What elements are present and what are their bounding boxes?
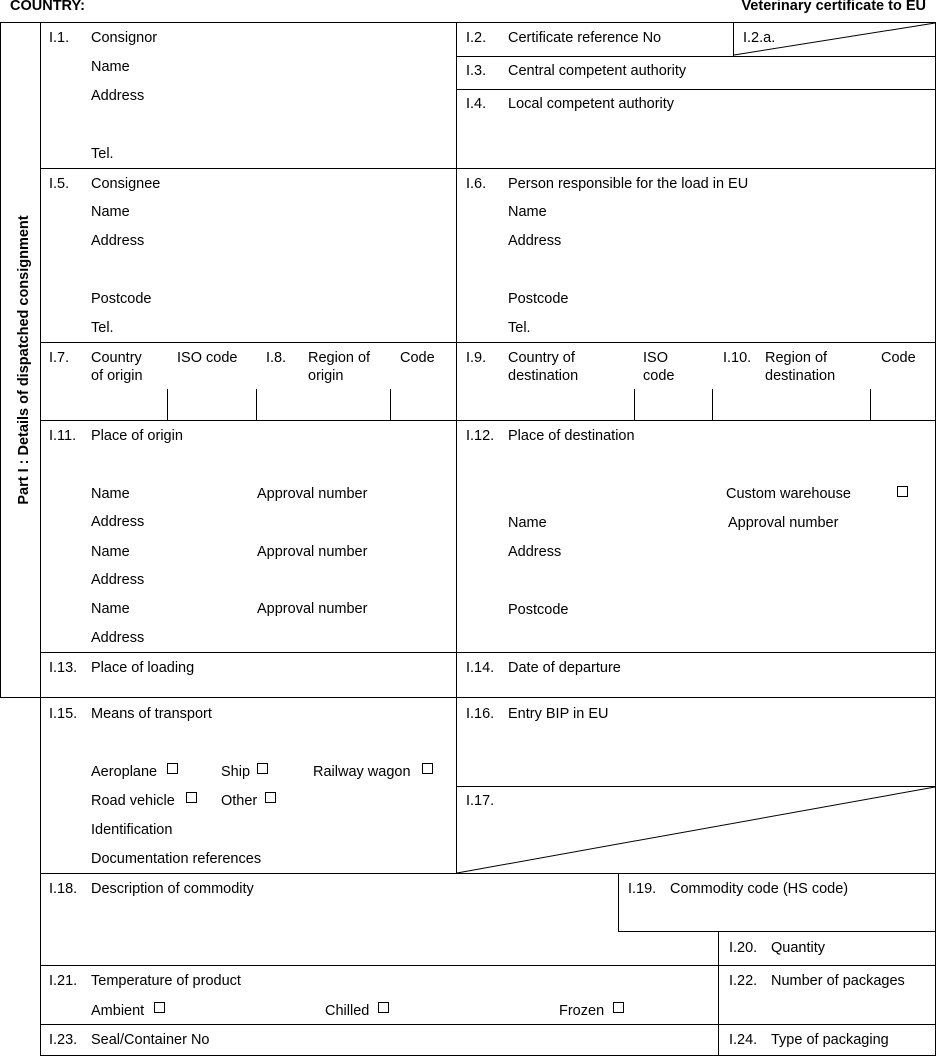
consignee-tel-label: Tel. xyxy=(91,320,114,336)
destination-address-label: Address xyxy=(508,544,562,560)
box-number: I.16. xyxy=(466,706,495,722)
country-of-destination-title-l1: Country of xyxy=(508,350,575,366)
ship-label: Ship xyxy=(221,764,251,780)
origin-name-label: Name xyxy=(91,601,130,617)
frozen-label: Frozen xyxy=(559,1003,605,1019)
origin-region-code-label: Code xyxy=(400,350,435,366)
place-of-destination-title: Place of destination xyxy=(508,428,635,444)
country-label: COUNTRY: xyxy=(10,0,85,14)
consignee-postcode-label: Postcode xyxy=(91,291,152,307)
temperature-of-product-title: Temperature of product xyxy=(91,973,241,989)
region-of-origin-title-l1: Region of xyxy=(308,350,371,366)
description-of-commodity-title: Description of commodity xyxy=(91,881,254,897)
destination-approval-label: Approval number xyxy=(728,515,839,531)
origin-address-label: Address xyxy=(91,630,145,646)
region-of-destination-title-l2: destination xyxy=(765,368,836,384)
box-number: I.15. xyxy=(49,706,78,722)
origin-approval-label: Approval number xyxy=(257,544,368,560)
aeroplane-label: Aeroplane xyxy=(91,764,158,780)
destination-postcode-label: Postcode xyxy=(508,602,569,618)
box-number: I.7. xyxy=(49,350,70,366)
railway-wagon-label: Railway wagon xyxy=(313,764,411,780)
box-number: I.4. xyxy=(466,96,487,112)
responsible-address-label: Address xyxy=(508,233,562,249)
chilled-label: Chilled xyxy=(325,1003,370,1019)
type-of-packaging-title: Type of packaging xyxy=(771,1032,889,1048)
means-of-transport-title: Means of transport xyxy=(91,706,212,722)
box-number: I.8. xyxy=(266,350,287,366)
custom-warehouse-checkbox[interactable] xyxy=(897,486,908,497)
origin-approval-label: Approval number xyxy=(257,601,368,617)
local-authority-title: Local competent authority xyxy=(508,96,675,112)
destination-region-code-label: Code xyxy=(881,350,916,366)
region-of-origin-title-l2: origin xyxy=(308,368,344,384)
country-of-origin-title-l1: Country xyxy=(91,350,142,366)
box-number: I.20. xyxy=(729,940,758,956)
box-number: I.19. xyxy=(628,881,657,897)
road-vehicle-checkbox[interactable] xyxy=(186,792,197,803)
number-of-packages-title: Number of packages xyxy=(771,973,905,989)
box-number: I.5. xyxy=(49,176,70,192)
origin-approval-label: Approval number xyxy=(257,486,368,502)
consignor-tel-label: Tel. xyxy=(91,146,114,162)
ambient-checkbox[interactable] xyxy=(154,1002,165,1013)
country-of-destination-title-l2: destination xyxy=(508,368,579,384)
responsible-name-label: Name xyxy=(508,204,547,220)
quantity-title: Quantity xyxy=(771,940,825,956)
consignor-name-label: Name xyxy=(91,59,130,75)
consignee-name-label: Name xyxy=(91,204,130,220)
responsible-tel-label: Tel. xyxy=(508,320,531,336)
documentation-references-label: Documentation references xyxy=(91,851,262,867)
railway-wagon-checkbox[interactable] xyxy=(422,763,433,774)
country-of-origin-title-l2: of origin xyxy=(91,368,143,384)
box-number: I.23. xyxy=(49,1032,78,1048)
box-number: I.14. xyxy=(466,660,495,676)
box-number: I.1. xyxy=(49,30,70,46)
destination-iso-label-l2: code xyxy=(643,368,675,384)
seal-container-title: Seal/Container No xyxy=(91,1032,210,1048)
consignor-address-label: Address xyxy=(91,88,145,104)
certificate-reference-title: Certificate reference No xyxy=(508,30,662,46)
box-number: I.3. xyxy=(466,63,487,79)
box-number: I.2.a. xyxy=(743,30,776,46)
box-number: I.10. xyxy=(723,350,752,366)
other-transport-checkbox[interactable] xyxy=(265,792,276,803)
box-number: I.21. xyxy=(49,973,78,989)
box-number: I.9. xyxy=(466,350,487,366)
place-of-loading-title: Place of loading xyxy=(91,660,195,676)
box-number: I.22. xyxy=(729,973,758,989)
certificate-title: Veterinary certificate to EU xyxy=(741,0,926,14)
box-number: I.18. xyxy=(49,881,78,897)
box-number: I.2. xyxy=(466,30,487,46)
other-transport-label: Other xyxy=(221,793,258,809)
chilled-checkbox[interactable] xyxy=(378,1002,389,1013)
consignee-title: Consignee xyxy=(91,176,161,192)
consignor-title: Consignor xyxy=(91,30,158,46)
destination-iso-label-l1: ISO xyxy=(643,350,668,366)
part-label: Part I : Details of dispatched consignment xyxy=(16,215,32,505)
origin-address-label: Address xyxy=(91,572,145,588)
responsible-person-title: Person responsible for the load in EU xyxy=(508,176,749,192)
origin-iso-code-label: ISO code xyxy=(177,350,238,366)
box-number: I.24. xyxy=(729,1032,758,1048)
destination-name-label: Name xyxy=(508,515,547,531)
box-number: I.17. xyxy=(466,793,495,809)
identification-label: Identification xyxy=(91,822,173,838)
central-authority-title: Central competent authority xyxy=(508,63,687,79)
box-number: I.13. xyxy=(49,660,78,676)
commodity-code-title: Commodity code (HS code) xyxy=(670,881,849,897)
entry-bip-title: Entry BIP in EU xyxy=(508,706,609,722)
origin-name-label: Name xyxy=(91,486,130,502)
box-number: I.11. xyxy=(49,428,77,444)
ambient-label: Ambient xyxy=(91,1003,145,1019)
frozen-checkbox[interactable] xyxy=(613,1002,624,1013)
region-of-destination-title-l1: Region of xyxy=(765,350,828,366)
aeroplane-checkbox[interactable] xyxy=(167,763,178,774)
date-of-departure-title: Date of departure xyxy=(508,660,621,676)
box-number: I.6. xyxy=(466,176,487,192)
place-of-origin-title: Place of origin xyxy=(91,428,183,444)
origin-address-label: Address xyxy=(91,514,145,530)
origin-name-label: Name xyxy=(91,544,130,560)
road-vehicle-label: Road vehicle xyxy=(91,793,175,809)
ship-checkbox[interactable] xyxy=(257,763,268,774)
custom-warehouse-label: Custom warehouse xyxy=(726,486,851,502)
responsible-postcode-label: Postcode xyxy=(508,291,569,307)
consignee-address-label: Address xyxy=(91,233,145,249)
box-number: I.12. xyxy=(466,428,495,444)
